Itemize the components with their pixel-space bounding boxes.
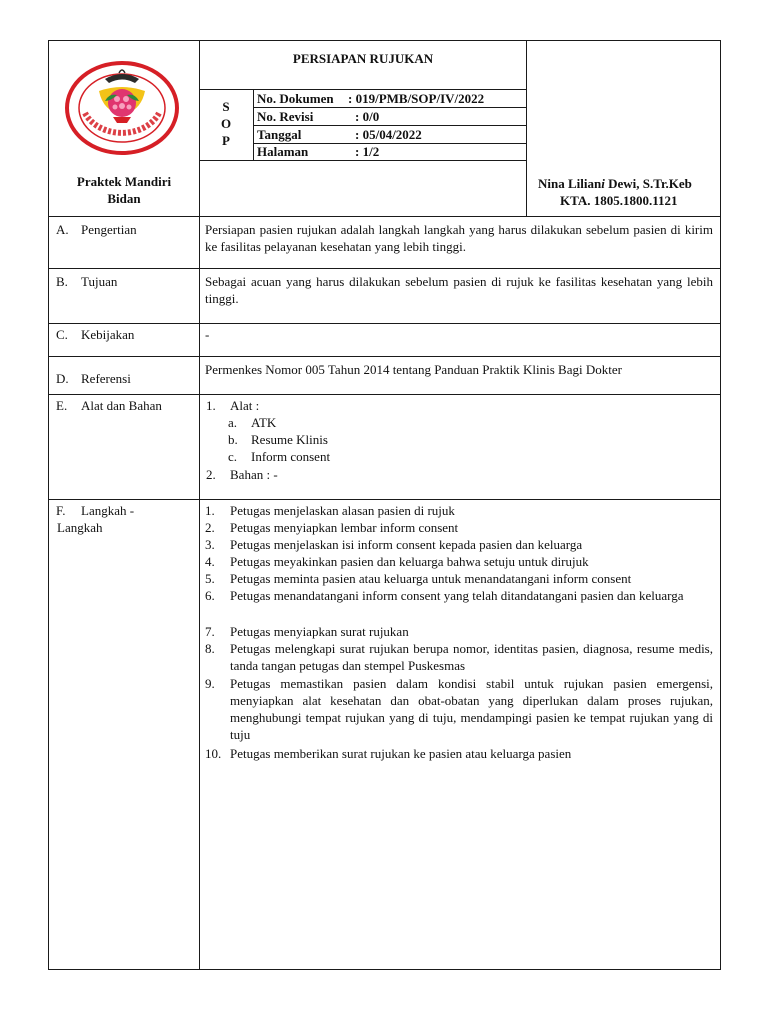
- signatory-id: KTA. 1805.1800.1121: [560, 193, 678, 208]
- section-c-letter: C.: [56, 327, 68, 342]
- org-name-line1: Praktek Mandiri: [76, 174, 172, 189]
- section-b-label: Tujuan: [81, 274, 118, 289]
- section-f-label-line2: Langkah: [57, 520, 103, 535]
- step-text: Petugas menyiapkan surat rujukan: [230, 624, 409, 639]
- step-item: [205, 623, 713, 640]
- section-e-sub-text: ATK: [251, 415, 277, 430]
- section-f-label-line1: Langkah -: [81, 503, 135, 518]
- meta-value-tanggal: : 05/04/2022: [355, 127, 422, 142]
- section-e-item2-num: 2.: [206, 467, 216, 482]
- section-a-text: Persiapan pasien rujukan adalah langkah langkah yang harus dilakukan sebelum pasien di kirim ke fasilitas pelayanan kesehatan yang lebih tinggi.: [205, 222, 713, 254]
- step-text: Petugas meyakinkan pasien dan keluarga bahwa setuju untuk dirujuk: [230, 554, 589, 569]
- step-number: 10.: [205, 746, 222, 761]
- step-item: [205, 519, 713, 536]
- step-number: 2.: [205, 520, 215, 535]
- section-e-label: Alat dan Bahan: [81, 398, 162, 413]
- section-e-sub-letter: c.: [228, 449, 238, 464]
- section-d-text: Permenkes Nomor 005 Tahun 2014 tentang Panduan Praktik Klinis Bagi Dokter: [205, 362, 622, 377]
- section-b-letter: B.: [56, 274, 68, 289]
- section-e-sub-letter: a.: [228, 415, 238, 430]
- meta-value-no-dokumen: : 019/PMB/SOP/IV/2022: [348, 91, 485, 106]
- section-e-item2: Bahan : -: [230, 467, 278, 482]
- document-title: PERSIAPAN RUJUKAN: [292, 51, 434, 66]
- section-c-text: -: [205, 327, 210, 342]
- section-f-letter: F.: [56, 503, 66, 518]
- sop-letter-o: O: [220, 116, 232, 131]
- step-number: 9.: [205, 676, 215, 691]
- step-item: [205, 570, 713, 587]
- sop-letter-s: S: [222, 99, 230, 114]
- meta-value-halaman: : 1/2: [355, 144, 380, 159]
- step-number: 8.: [205, 641, 215, 656]
- step-text: Petugas menjelaskan isi inform consent kepada pasien dan keluarga: [230, 537, 583, 552]
- section-a-label: Pengertian: [81, 222, 137, 237]
- step-number: 5.: [205, 571, 215, 586]
- step-text: Petugas menyiapkan lembar inform consent: [230, 520, 459, 535]
- signatory-name: Nina Liliani Dewi, S.Tr.Keb: [538, 176, 692, 191]
- section-line: [48, 394, 721, 395]
- step-number: 1.: [205, 503, 215, 518]
- meta-value-no-revisi: : 0/0: [355, 109, 380, 124]
- section-line: [48, 268, 721, 269]
- step-item: [205, 553, 713, 570]
- table-border-bottom: [48, 969, 721, 970]
- table-border-top: [48, 40, 721, 41]
- step-item: [205, 536, 713, 553]
- header-bottom-line: [48, 216, 721, 217]
- ibi-logo: [65, 61, 179, 155]
- section-d-label: Referensi: [81, 371, 131, 386]
- step-text: Petugas menjelaskan alasan pasien di rujuk: [230, 503, 455, 518]
- section-a-letter: A.: [56, 222, 69, 237]
- meta-label-tanggal: Tanggal: [257, 127, 302, 142]
- step-text: Petugas memastikan pasien dalam kondisi stabil untuk rujukan pasien emergensi, menyiapkan alat kesehatan dan obat-obatan yang diperlukan dalam proses rujukan, menghubungi tempat rujukan yang di tuju, mendampingi pasien ke tempat rujukan yang di tuju: [230, 676, 713, 742]
- meta-label-no-dokumen: No. Dokumen: [257, 91, 334, 106]
- header-row-line: [199, 160, 527, 161]
- step-text: Petugas menandatangani inform consent yang telah ditandatangani pasien dan keluarga: [230, 588, 684, 603]
- step-number: 4.: [205, 554, 215, 569]
- meta-label-halaman: Halaman: [257, 144, 309, 159]
- section-c-label: Kebijakan: [81, 327, 135, 342]
- table-border-right: [720, 40, 721, 970]
- step-item: [205, 675, 713, 743]
- column-divider: [199, 40, 200, 970]
- section-line: [48, 356, 721, 357]
- step-text: Petugas memberikan surat rujukan ke pasien atau keluarga pasien: [230, 746, 572, 761]
- section-e-sub-text: Resume Klinis: [251, 432, 328, 447]
- step-number: 3.: [205, 537, 215, 552]
- section-e-sub-letter: b.: [228, 432, 238, 447]
- step-number: 7.: [205, 624, 215, 639]
- org-name-line2: Bidan: [107, 191, 141, 206]
- section-e-sub-text: Inform consent: [251, 449, 331, 464]
- step-item: [205, 587, 713, 621]
- section-b-text: Sebagai acuan yang harus dilakukan sebelum pasien di rujuk ke fasilitas kesehatan yang lebih tinggi.: [205, 274, 713, 306]
- step-item: [205, 640, 713, 674]
- sop-letter-p: P: [222, 133, 230, 148]
- step-number: 6.: [205, 588, 215, 603]
- section-d-letter: D.: [56, 371, 69, 386]
- step-item: [205, 745, 713, 762]
- step-item: [205, 502, 713, 519]
- section-e-letter: E.: [56, 398, 68, 413]
- section-e-item1: Alat :: [230, 398, 260, 413]
- section-e-item1-num: 1.: [206, 398, 216, 413]
- section-line: [48, 323, 721, 324]
- step-text: Petugas melengkapi surat rujukan berupa nomor, identitas pasien, diagnosa, resume medis, tanda tangan petugas dan stempel Puskesmas: [230, 641, 713, 673]
- section-line: [48, 499, 721, 500]
- step-text: Petugas meminta pasien atau keluarga untuk menandatangani inform consent: [230, 571, 632, 586]
- meta-label-no-revisi: No. Revisi: [257, 109, 314, 124]
